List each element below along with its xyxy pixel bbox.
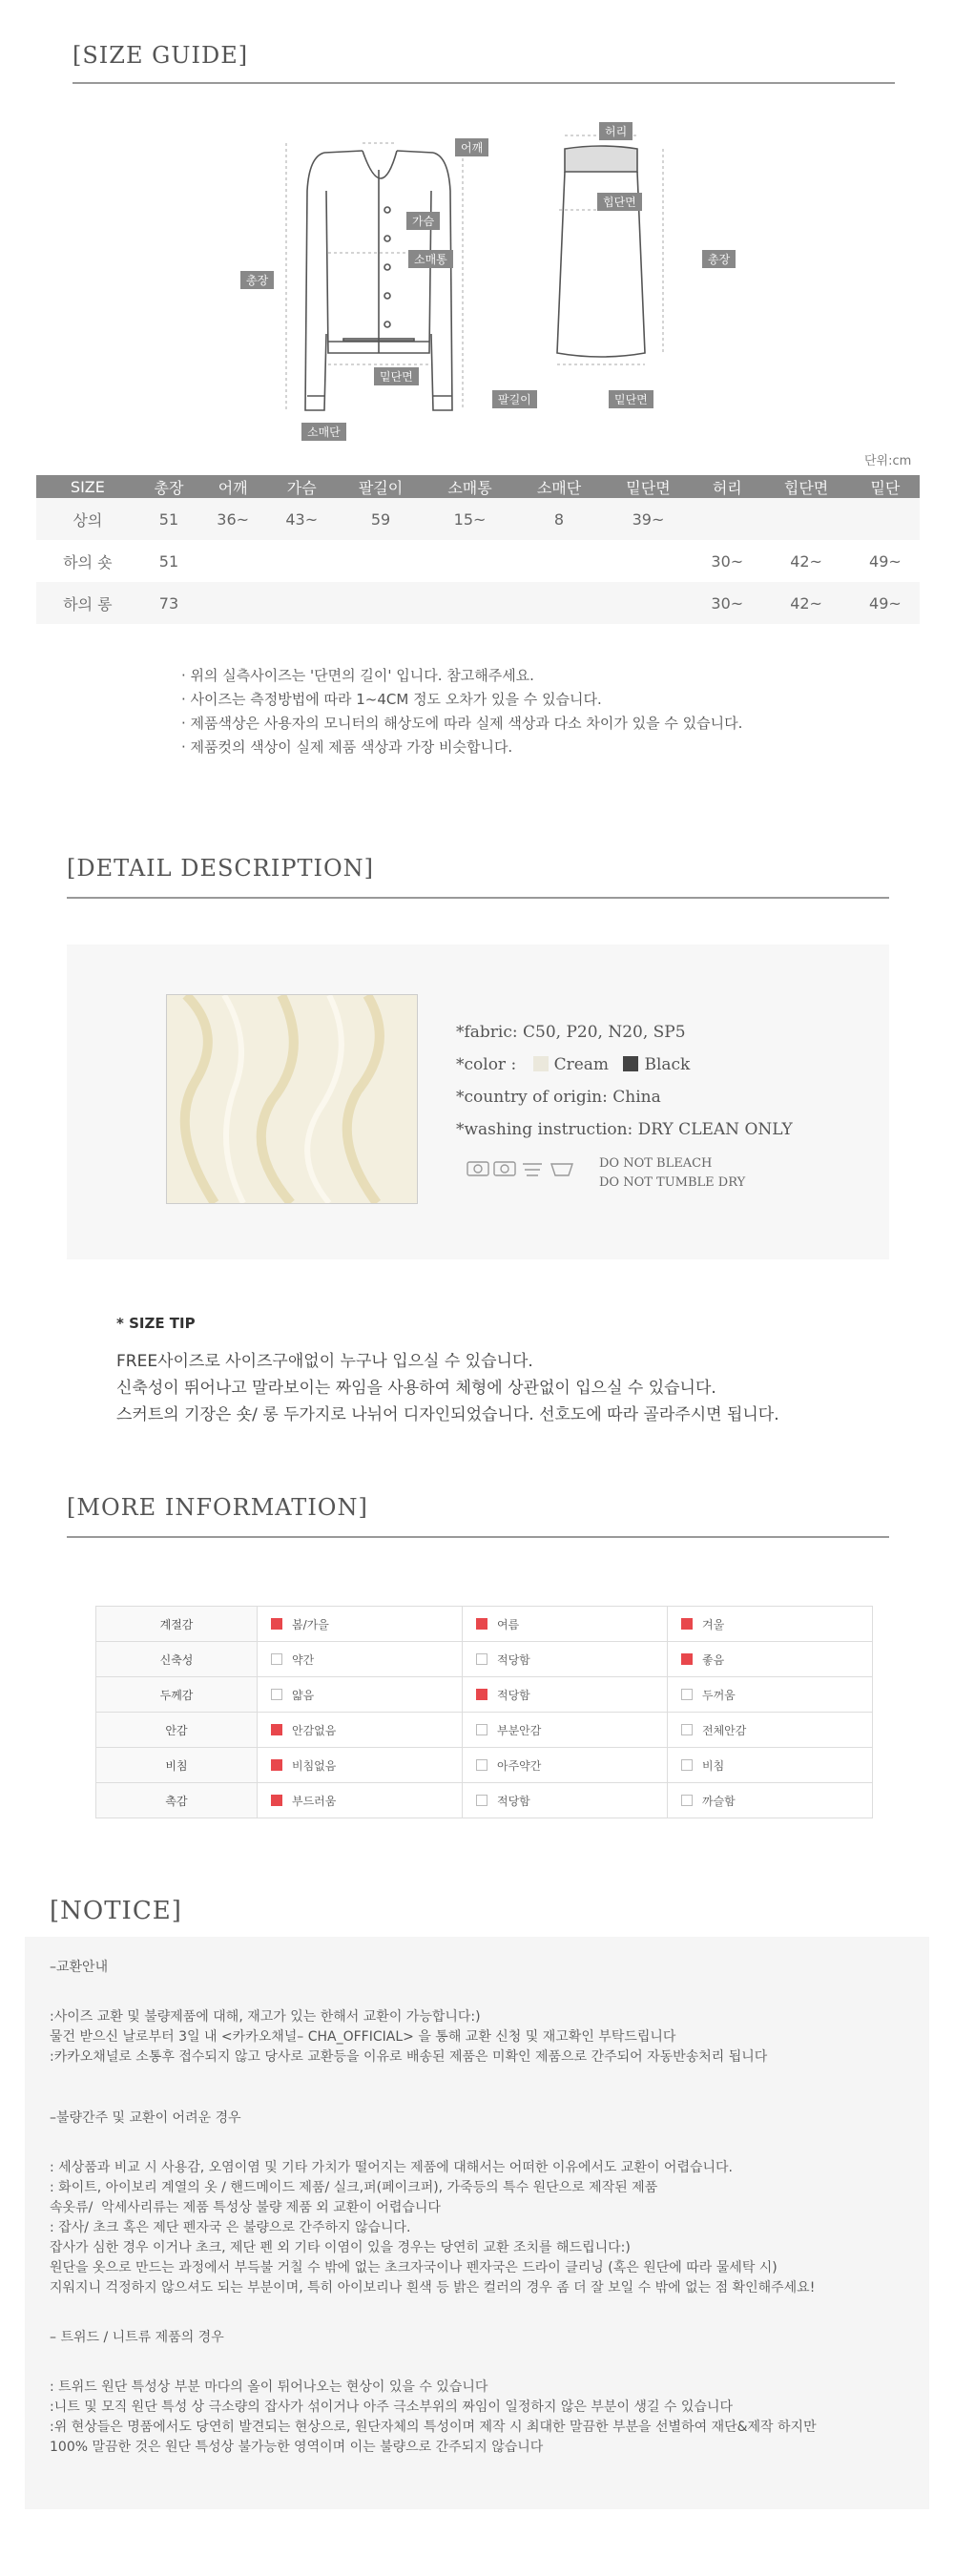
more-info-title: [MORE INFORMATION] xyxy=(67,1494,368,1521)
table-cell xyxy=(198,540,267,582)
info-option xyxy=(668,1713,873,1748)
info-option xyxy=(463,1713,668,1748)
option-text: 겨울 xyxy=(702,1617,725,1631)
notice-line: : 트위드 원단 특성상 부분 마다의 올이 튀어나오는 현상이 있을 수 있습니다 xyxy=(50,2379,488,2395)
table-cell xyxy=(851,498,920,540)
table-cell: 43~ xyxy=(267,498,336,540)
notice-title: [NOTICE] xyxy=(50,1897,182,1925)
checkbox-checked xyxy=(271,1618,282,1630)
info-label: 촉감 xyxy=(96,1783,258,1818)
info-option xyxy=(258,1642,463,1677)
table-cell: 51 xyxy=(139,498,198,540)
col-header: 총장 xyxy=(139,475,198,498)
label-hem-width: 밑단면 xyxy=(374,367,419,385)
option-text: 여름 xyxy=(497,1617,520,1631)
label-waist: 허리 xyxy=(599,122,633,140)
col-header: 소매통 xyxy=(425,475,514,498)
table-cell xyxy=(198,582,267,624)
info-option xyxy=(668,1642,873,1677)
table-cell: 42~ xyxy=(761,582,850,624)
col-header: 허리 xyxy=(693,475,761,498)
col-header: 밑단면 xyxy=(604,475,693,498)
info-option xyxy=(258,1748,463,1783)
size-table xyxy=(36,475,920,624)
info-row xyxy=(96,1748,873,1783)
option-text: 적당함 xyxy=(497,1688,530,1702)
size-note: · 사이즈는 측정방법에 따라 1~4CM 정도 오차가 있을 수 있습니다. xyxy=(181,691,602,708)
option-text: 까슬함 xyxy=(702,1794,736,1808)
table-cell: 30~ xyxy=(693,540,761,582)
notice-heading: –교환안내 xyxy=(50,1960,109,1975)
info-option xyxy=(258,1713,463,1748)
table-cell xyxy=(267,540,336,582)
table-cell: 30~ xyxy=(693,582,761,624)
info-row xyxy=(96,1607,873,1642)
table-cell: 59 xyxy=(336,498,425,540)
checkbox-unchecked xyxy=(681,1759,693,1771)
info-row xyxy=(96,1677,873,1713)
col-header: SIZE xyxy=(36,475,139,498)
label-skirt-hem: 밑단면 xyxy=(609,390,653,408)
size-tip-title: * SIZE TIP xyxy=(116,1315,196,1332)
notice-line: :니트 및 모직 원단 특성 상 극소량의 잡사가 섞이거나 아주 극소부위의 짜임이 일정하지 않은 부분이 생길 수 있습니다 xyxy=(50,2399,733,2415)
col-header: 힙단면 xyxy=(761,475,850,498)
size-tip-line: 신축성이 뛰어나고 말라보이는 짜임을 사용하여 체형에 상관없이 입으실 수 있습니다. xyxy=(116,1379,716,1398)
info-label: 신축성 xyxy=(96,1642,258,1677)
notice-line: 100% 말끔한 것은 원단 특성상 불가능한 영역이며 이는 불량으로 간주되지 않습니다 xyxy=(50,2440,544,2455)
table-cell xyxy=(425,540,514,582)
table-cell: 42~ xyxy=(761,540,850,582)
size-table-header xyxy=(36,475,920,498)
info-label: 안감 xyxy=(96,1713,258,1748)
size-note: · 제품색상은 사용자의 모니터의 해상도에 따라 실제 색상과 다소 차이가 있을 수 있습니다. xyxy=(181,715,743,732)
size-tip-line: FREE사이즈로 사이즈구애없이 누구나 입으실 수 있습니다. xyxy=(116,1352,533,1371)
table-row xyxy=(36,540,920,582)
table-cell: 8 xyxy=(514,498,603,540)
notice-heading: –불량간주 및 교환이 어려운 경우 xyxy=(50,2110,241,2126)
black-swatch xyxy=(623,1056,638,1071)
label-armhole: 소매통 xyxy=(408,250,453,268)
info-option xyxy=(463,1748,668,1783)
info-option xyxy=(463,1783,668,1818)
option-text: 적당함 xyxy=(497,1652,530,1667)
table-cell xyxy=(693,498,761,540)
fabric-swatch-image xyxy=(166,994,418,1204)
size-note: · 위의 실측사이즈는 '단면의 길이' 입니다. 참고해주세요. xyxy=(181,667,534,684)
table-cell xyxy=(604,582,693,624)
table-cell: 36~ xyxy=(198,498,267,540)
size-note: · 제품컷의 색상이 실제 제품 색상과 가장 비슷합니다. xyxy=(181,738,513,756)
table-row xyxy=(36,498,920,540)
cream-swatch xyxy=(533,1056,549,1071)
col-header: 소매단 xyxy=(514,475,603,498)
care-note: DO NOT TUMBLE DRY xyxy=(599,1175,746,1190)
detail-title: [DETAIL DESCRIPTION] xyxy=(67,855,374,882)
table-cell: 하의 숏 xyxy=(36,540,139,582)
checkbox-unchecked xyxy=(476,1724,487,1735)
checkbox-unchecked xyxy=(271,1653,282,1665)
table-cell: 39~ xyxy=(604,498,693,540)
option-text: 적당함 xyxy=(497,1794,530,1808)
info-option xyxy=(258,1677,463,1713)
info-option xyxy=(463,1607,668,1642)
checkbox-unchecked xyxy=(681,1724,693,1735)
unit-label: 단위:cm xyxy=(864,454,912,468)
notice-line: : 잡사/ 초크 혹은 제단 펜자국 은 불량으로 간주하지 않습니다. xyxy=(50,2220,411,2235)
size-guide-title: [SIZE GUIDE] xyxy=(73,42,249,69)
checkbox-unchecked xyxy=(681,1795,693,1806)
option-text: 약간 xyxy=(292,1652,315,1667)
label-cuff: 소매단 xyxy=(301,423,346,441)
table-cell xyxy=(604,540,693,582)
info-row xyxy=(96,1642,873,1677)
table-cell xyxy=(761,498,850,540)
size-notes xyxy=(181,664,742,759)
table-cell: 51 xyxy=(139,540,198,582)
notice-line: : 화이트, 아이보리 계열의 옷 / 핸드메이드 제품/ 실크,퍼(페이크퍼), 가죽등의 특수 원단으로 제작된 제품 xyxy=(50,2180,658,2195)
notice-line: 속옷류/ 악세사리류는 제품 특성상 불량 제품 외 교환이 어렵습니다 xyxy=(50,2200,441,2215)
notice-line: 지워지니 걱정하지 않으셔도 되는 부분이며, 특히 아이보리나 흰색 등 밝은 컬러의 경우 좀 더 잘 보일 수 밖에 없는 점 확인해주세요! xyxy=(50,2280,816,2296)
notice-line: : 세상품과 비교 시 사용감, 오염이염 및 기타 가치가 떨어지는 제품에 대해서는 어떠한 이유에서도 교환이 어렵습니다. xyxy=(50,2160,733,2175)
info-label: 두께감 xyxy=(96,1677,258,1713)
info-option xyxy=(668,1748,873,1783)
option-text: 얇음 xyxy=(292,1688,315,1702)
checkbox-unchecked xyxy=(476,1653,487,1665)
color-spec xyxy=(456,1055,690,1074)
checkbox-checked xyxy=(476,1618,487,1630)
table-cell: 상의 xyxy=(36,498,139,540)
table-cell xyxy=(267,582,336,624)
checkbox-checked xyxy=(681,1618,693,1630)
info-option xyxy=(668,1607,873,1642)
notice-heading: – 트위드 / 니트류 제품의 경우 xyxy=(50,2330,224,2345)
info-option xyxy=(463,1677,668,1713)
option-text: 두꺼움 xyxy=(702,1688,736,1702)
notice-line: :사이즈 교환 및 불량제품에 대해, 재고가 있는 한해서 교환이 가능합니다:) xyxy=(50,2009,481,2025)
table-cell xyxy=(514,582,603,624)
option-text: 비침없음 xyxy=(292,1758,337,1773)
info-option xyxy=(258,1783,463,1818)
skirt-illustration xyxy=(557,146,645,357)
care-icons xyxy=(466,1156,586,1183)
info-option xyxy=(258,1607,463,1642)
color-label: *color : xyxy=(456,1055,517,1074)
color-cream: Cream xyxy=(553,1055,610,1074)
checkbox-checked xyxy=(681,1653,693,1665)
checkbox-unchecked xyxy=(681,1689,693,1700)
info-row xyxy=(96,1783,873,1818)
checkbox-unchecked xyxy=(476,1759,487,1771)
care-note: DO NOT BLEACH xyxy=(599,1156,713,1171)
fabric-spec: *fabric: C50, P20, N20, SP5 xyxy=(456,1023,686,1042)
notice-line: 물건 받으신 날로부터 3일 내 <카카오채널– CHA_OFFICIAL> 을 통해 교환 신청 및 재고확인 부탁드립니다 xyxy=(50,2029,676,2045)
info-option xyxy=(668,1783,873,1818)
info-option xyxy=(668,1677,873,1713)
notice-line: 잡사가 심한 경우 이거나 초크, 제단 펜 외 기타 이염이 있을 경우는 당연히 교환 조치를 해드립니다:) xyxy=(50,2240,631,2255)
table-cell: 49~ xyxy=(851,582,920,624)
label-shoulder: 어깨 xyxy=(455,138,488,156)
notice-line: :위 현상들은 명품에서도 당연히 발견되는 현상으로, 원단자체의 특성이며 제작 시 최대한 말끔한 부분을 선별하여 재단&제작 하지만 xyxy=(50,2420,817,2435)
table-cell: 하의 롱 xyxy=(36,582,139,624)
washing-spec: *washing instruction: DRY CLEAN ONLY xyxy=(456,1120,793,1139)
notice-line: 원단을 옷으로 만드는 과정에서 부득불 거칠 수 밖에 없는 초크자국이나 펜자국은 드라이 클리닝 (혹은 원단에 따라 물세탁 시) xyxy=(50,2260,778,2275)
checkbox-unchecked xyxy=(271,1689,282,1700)
option-text: 부드러움 xyxy=(292,1794,337,1808)
checkbox-checked xyxy=(271,1724,282,1735)
option-text: 전체안감 xyxy=(702,1723,747,1737)
label-total-length: 총장 xyxy=(240,271,274,289)
info-label: 비침 xyxy=(96,1748,258,1783)
col-header: 어깨 xyxy=(198,475,267,498)
size-tip-line: 스커트의 기장은 숏/ 롱 두가지로 나뉘어 디자인되었습니다. 선호도에 따라 골라주시면 됩니다. xyxy=(116,1405,779,1424)
option-text: 안감없음 xyxy=(292,1723,337,1737)
option-text: 비침 xyxy=(702,1758,725,1773)
origin-spec: *country of origin: China xyxy=(456,1088,661,1107)
table-row xyxy=(36,582,920,624)
col-header: 팔길이 xyxy=(336,475,425,498)
table-cell: 15~ xyxy=(425,498,514,540)
label-skirt-length: 총장 xyxy=(702,250,736,268)
notice-line: :카카오채널로 소통후 접수되지 않고 당사로 교환등을 이유로 배송된 제품은 미확인 제품으로 간주되어 자동반송처리 됩니다 xyxy=(50,2049,768,2065)
table-cell xyxy=(336,540,425,582)
label-hip: 힙단면 xyxy=(597,193,642,211)
checkbox-checked xyxy=(476,1689,487,1700)
col-header: 가슴 xyxy=(267,475,336,498)
more-info-table xyxy=(95,1606,873,1818)
option-text: 봄/가을 xyxy=(292,1617,329,1631)
checkbox-checked xyxy=(271,1759,282,1771)
option-text: 부분안감 xyxy=(497,1723,542,1737)
table-cell: 73 xyxy=(139,582,198,624)
info-label: 계절감 xyxy=(96,1607,258,1642)
label-chest: 가슴 xyxy=(406,212,440,230)
size-guide-divider xyxy=(73,82,895,84)
info-row xyxy=(96,1713,873,1748)
detail-divider xyxy=(67,897,889,899)
detail-panel xyxy=(67,945,889,1259)
color-black: Black xyxy=(644,1055,691,1074)
option-text: 아주약간 xyxy=(497,1758,542,1773)
table-cell xyxy=(425,582,514,624)
table-cell: 49~ xyxy=(851,540,920,582)
col-header: 밑단 xyxy=(851,475,920,498)
option-text: 좋음 xyxy=(702,1652,725,1667)
info-option xyxy=(463,1642,668,1677)
table-cell xyxy=(336,582,425,624)
more-info-divider xyxy=(67,1536,889,1538)
table-cell xyxy=(514,540,603,582)
label-sleeve-length: 팔길이 xyxy=(492,390,537,408)
checkbox-unchecked xyxy=(476,1795,487,1806)
checkbox-checked xyxy=(271,1795,282,1806)
